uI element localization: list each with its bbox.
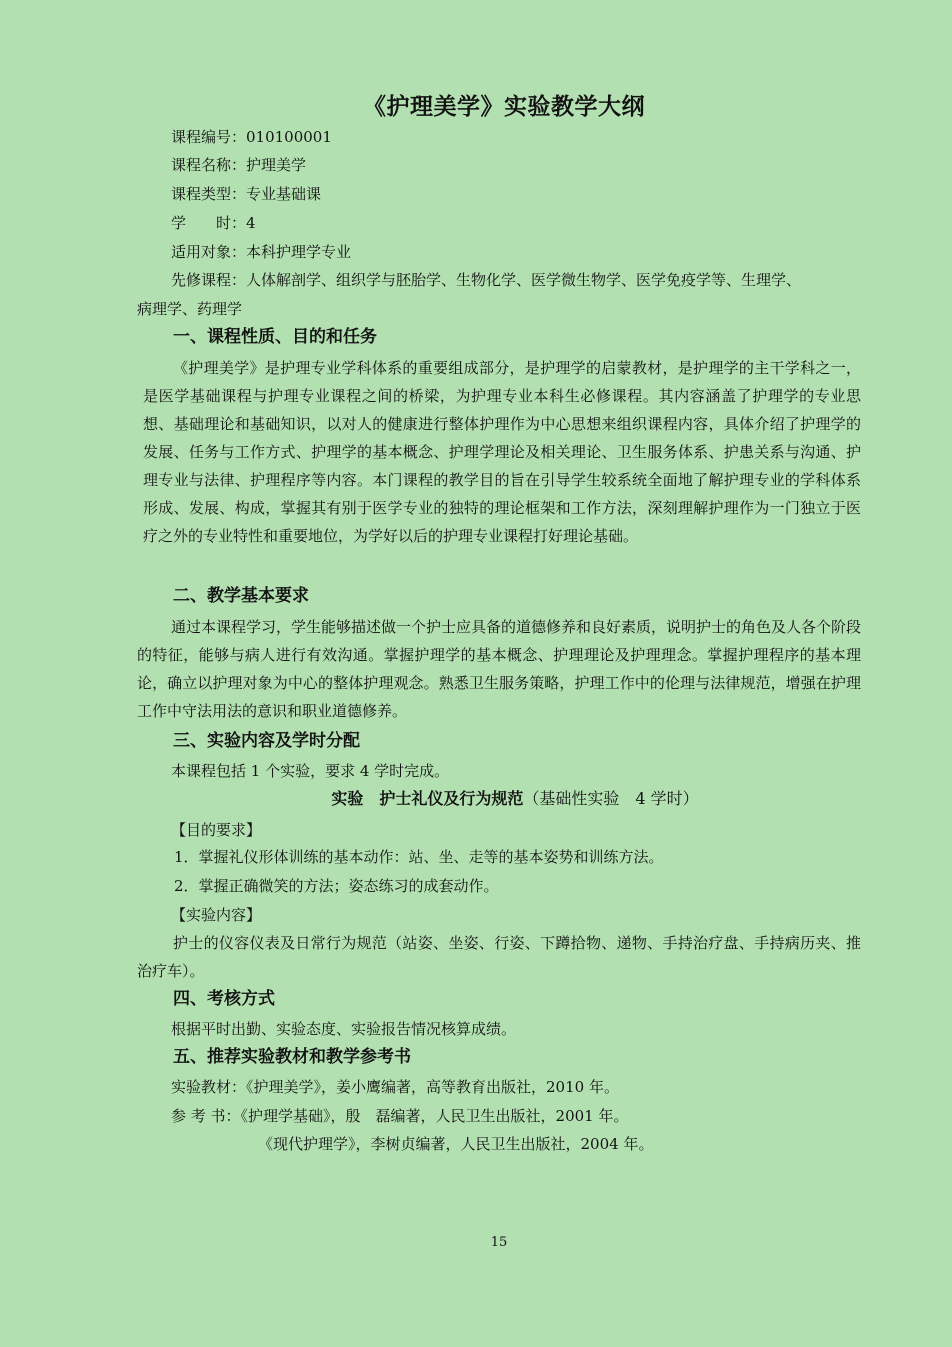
reference-entry-1: 参 考 书：《护理学基础》，殷 磊编著，人民卫生出版社，2001 年。 <box>171 1107 629 1125</box>
course-type: 课程类型：专业基础课 <box>171 185 322 203</box>
section-heading-3: 三、实验内容及学时分配 <box>173 731 360 751</box>
section-heading-2: 二、教学基本要求 <box>173 586 309 606</box>
assessment-method: 根据平时出勤、实验态度、实验报告情况核算成绩。 <box>171 1020 517 1038</box>
course-name: 课程名称：护理美学 <box>171 156 307 174</box>
section-heading-4: 四、考核方式 <box>173 989 275 1009</box>
experiment-intro: 本课程包括 1 个实验，要求 4 学时完成。 <box>171 762 450 780</box>
textbook-entry: 实验教材：《护理美学》，姜小鹰编著，高等教育出版社，2010 年。 <box>171 1078 619 1096</box>
course-hours: 学 时：4 <box>171 214 256 232</box>
section-1-body: 《护理美学》是护理专业学科体系的重要组成部分，是护理学的启蒙教材，是护理学的主干学科之一，是医学基础课程与护理专业课程之间的桥梁，为护理专业本科生必修课程。其内容涵盖了护理学的专业思想、基础理论和基础知识，以对人的健康进行整体护理作为中心思想来组织课程内容，具体介绍了护理学的发展、任务与工作方式、护理学的基本概念、护理学理论及相关理论、卫生服务体系、护患关系与沟通、护理专业与法律、护理程序等内容。本门课程的教学目的旨在引导学生较系统全面地了解护理专业的学科体系形成、发展、构成，掌握其有别于医学专业的独特的理论框架和工作方法，深刻理解护理作为一门独立于医疗之外的专业特性和重要地位，为学好以后的护理专业课程打好理论基础。 <box>143 359 861 545</box>
experiment-title <box>0 788 952 810</box>
course-prerequisites-cont: 病理学、药理学 <box>137 300 243 318</box>
experiment-content-body: 护士的仪容仪表及日常行为规范（站姿、坐姿、行姿、下蹲拾物、递物、手持治疗盘、手持病历夹、推治疗车）。 <box>137 934 861 980</box>
document-title: 《护理美学》实验教学大纲 <box>363 94 645 120</box>
section-2-body: 通过本课程学习，学生能够描述做一个护士应具备的道德修养和良好素质，说明护士的角色及人各个阶段的特征，能够与病人进行有效沟通。掌握护理学的基本概念、护理理论及护理理念。掌握护理程序的基本理论，确立以护理对象为中心的整体护理观念。熟悉卫生服务策略，护理工作中的伦理与法律规范，增强在护理工作中守法用法的意识和职业道德修养。 <box>137 618 862 720</box>
section-heading-5: 五、推荐实验教材和教学参考书 <box>173 1047 411 1067</box>
course-prerequisites: 先修课程：人体解剖学、组织学与胚胎学、生物化学、医学微生物学、医学免疫学等、生理学、 <box>171 271 802 289</box>
experiment-title-detail: （基础性实验 4 学时） <box>523 789 699 808</box>
page-number: 15 <box>490 1235 508 1250</box>
goal-item-1: 1．掌握礼仪形体训练的基本动作：站、坐、走等的基本姿势和训练方法。 <box>174 848 664 866</box>
experiment-title-main: 实验 护士礼仪及行为规范 <box>331 789 524 808</box>
goal-label: 【目的要求】 <box>171 821 262 839</box>
content-label: 【实验内容】 <box>171 906 262 924</box>
course-code: 课程编号：010100001 <box>171 128 332 146</box>
goal-item-2: 2．掌握正确微笑的方法；姿态练习的成套动作。 <box>174 877 499 895</box>
reference-entry-2: 《现代护理学》，李树贞编著，人民卫生出版社，2004 年。 <box>258 1135 654 1153</box>
course-audience: 适用对象：本科护理学专业 <box>171 243 352 261</box>
section-heading-1: 一、课程性质、目的和任务 <box>173 327 377 347</box>
